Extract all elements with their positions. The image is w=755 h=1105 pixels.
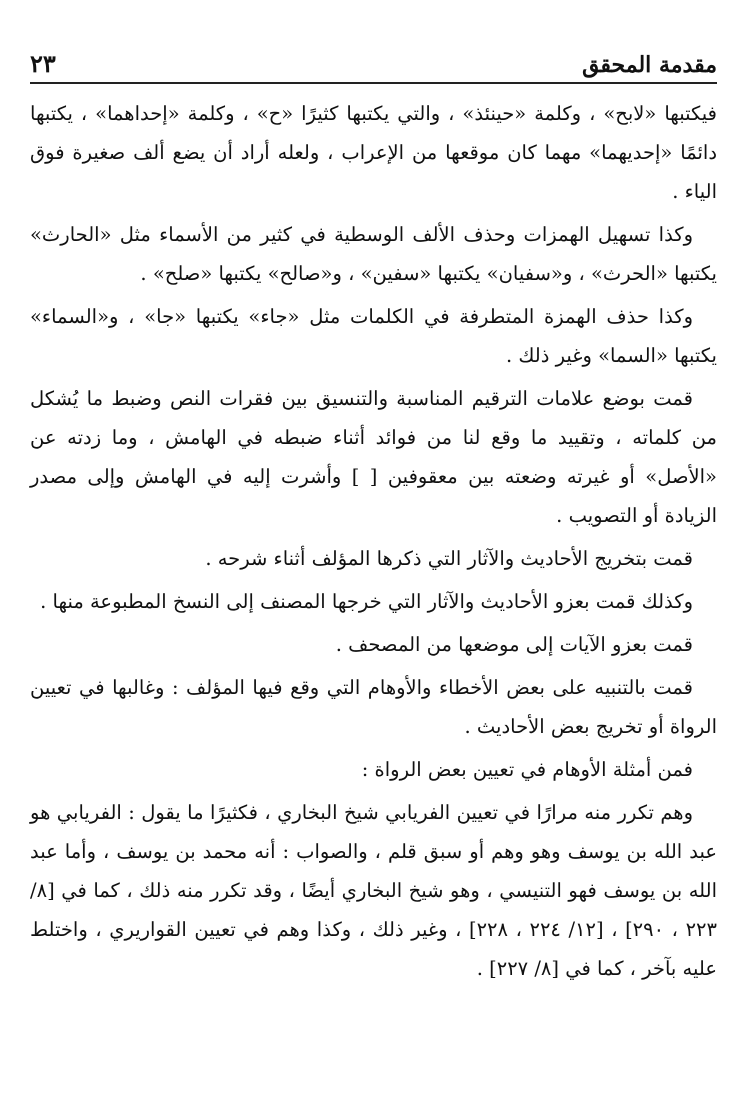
running-title: مقدمة المحقق [582,52,717,78]
paragraph-punctuation: قمت بوضع علامات الترقيم المناسبة والتنسيق بين فقرات النص وضبط ما يُشكل من كلماته ، وتقييد ما وقع لنا من فوائد أثناء ضبطه في الهامش ، وما زدته عن «الأصل» أو غيرته وضعته بين معقوفين [ ] وأشرت إليه في الهامش وإلى مصدر الزيادة أو التصويب . [30,387,717,527]
paragraph-final-hamza: وكذا حذف الهمزة المتطرفة في الكلمات مثل «جاء» يكتبها «جا» ، و«السماء» يكتبها «السما» وغير ذلك . [30,305,717,367]
running-header [30,36,717,84]
body-text [30,94,717,992]
paragraph-quran-verses: قمت بعزو الآيات إلى موضعها من المصحف . [335,633,693,656]
page-number: ٢٣ [30,49,56,78]
paragraph-printed-editions: وكذلك قمت بعزو الأحاديث والآثار التي خرجها المصنف إلى النسخ المطبوعة منها . [40,590,693,613]
paragraph-faryabi: وهم تكرر منه مرارًا في تعيين الفريابي شيخ البخاري ، فكثيرًا ما يقول : الفريابي هو عبد الله بن يوسف وهو وهم أو سبق قلم ، والصواب : أنه محمد بن يوسف ، وأما عبد الله بن يوسف فهو التنيسي ، وهو شيخ البخاري أيضًا ، وقد تكرر منه ذلك ، كما في [٨/ ٢٢٣ ، ٢٩٠] ، [١٢/ ٢٢٤ ، ٢٢٨] ، وغير ذلك ، وكذا وهم في تعيين القواريري ، واختلط عليه بآخر ، كما في [٨/ ٢٢٧] . [30,801,717,980]
paragraph-hadith-takhrij: قمت بتخريج الأحاديث والآثار التي ذكرها المؤلف أثناء شرحه . [205,547,693,570]
paragraph-errors: قمت بالتنبيه على بعض الأخطاء والأوهام التي وقع فيها المؤلف : وغالبها في تعيين الرواة أو تخريج بعض الأحاديث . [30,676,717,738]
paragraph-hamza-alif: وكذا تسهيل الهمزات وحذف الألف الوسطية في كثير من الأسماء مثل «الحارث» يكتبها «الحرث» ، و«سفيان» يكتبها «سفين» ، و«صالح» يكتبها «صلح» . [30,223,717,285]
paragraph-examples-heading: فمن أمثلة الأوهام في تعيين بعض الرواة : [361,758,693,781]
paragraph-continuation: فيكتبها «لابح» ، وكلمة «حينئذ» ، والتي يكتبها كثيرًا «ح» ، وكلمة «إحداهما» ، يكتبها دائمًا «إحديهما» مهما كان موقعها من الإعراب ، ولعله أراد أن يضع ألف صغيرة فوق الياء . [30,102,717,203]
